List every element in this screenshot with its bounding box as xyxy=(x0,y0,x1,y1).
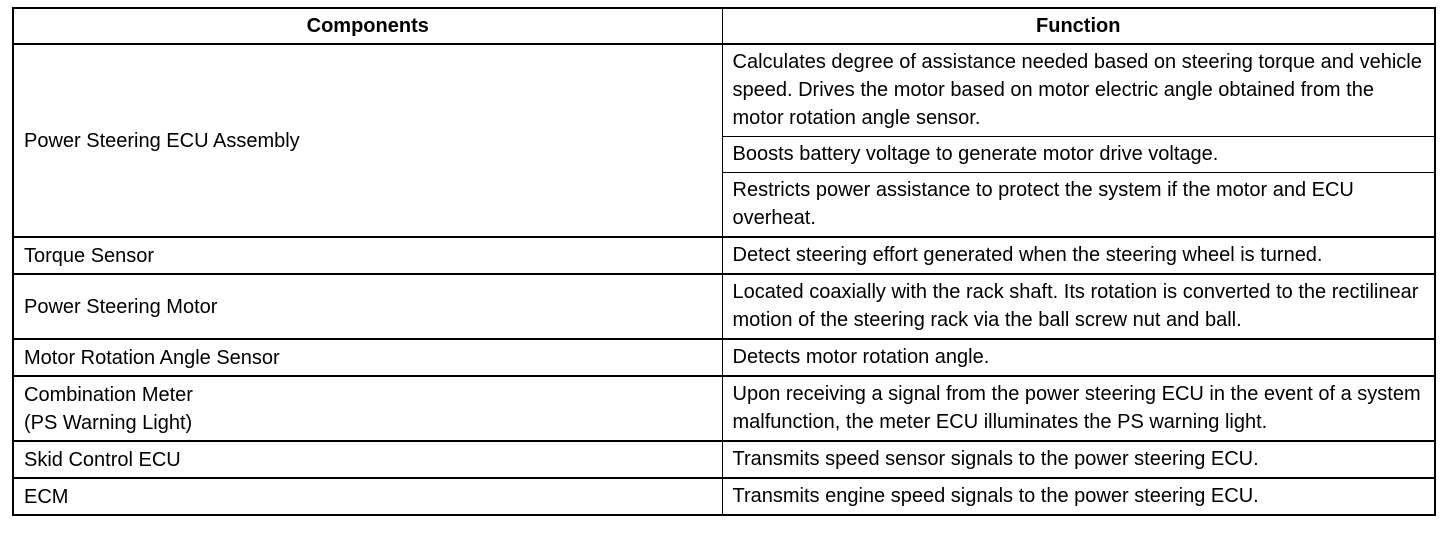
function-cell-ecm: Transmits engine speed signals to the power steering ECU. xyxy=(722,478,1435,515)
table-row xyxy=(13,376,1435,441)
component-line-ps-warning-light: (PS Warning Light) xyxy=(24,411,193,434)
component-line-combination-meter: Combination Meter xyxy=(24,383,193,406)
function-cell-power-steering-motor: Located coaxially with the rack shaft. Its rotation is converted to the rectilinear motion of the steering rack via the ball screw nut and ball. xyxy=(722,274,1435,339)
function-cell-torque-sensor: Detect steering effort generated when the steering wheel is turned. xyxy=(722,237,1435,274)
function-cell-motor-rotation-angle-sensor: Detects motor rotation angle. xyxy=(722,339,1435,376)
component-cell-ecm: ECM xyxy=(13,478,722,515)
function-cell-combination-meter: Upon receiving a signal from the power steering ECU in the event of a system malfunction, the meter ECU illuminates the PS warning light. xyxy=(722,376,1435,441)
component-cell-combination-meter xyxy=(13,376,722,441)
component-cell-torque-sensor: Torque Sensor xyxy=(13,237,722,274)
function-cell-ecu-assistance: Calculates degree of assistance needed based on steering torque and vehicle speed. Drives the motor based on motor electric angle obtained from the motor rotation angle sensor. xyxy=(722,44,1435,137)
table-row xyxy=(13,478,1435,515)
table-header-row xyxy=(13,8,1435,44)
table-row xyxy=(13,44,1435,137)
table-row xyxy=(13,274,1435,339)
table-row xyxy=(13,237,1435,274)
component-cell-skid-control-ecu: Skid Control ECU xyxy=(13,441,722,478)
function-cell-ecu-overheat: Restricts power assistance to protect the system if the motor and ECU overheat. xyxy=(722,173,1435,238)
header-function: Function xyxy=(722,8,1435,44)
table-row xyxy=(13,339,1435,376)
components-function-table xyxy=(12,7,1436,516)
component-cell-motor-rotation-angle-sensor: Motor Rotation Angle Sensor xyxy=(13,339,722,376)
component-cell-power-steering-ecu: Power Steering ECU Assembly xyxy=(13,44,722,237)
table-row xyxy=(13,441,1435,478)
component-cell-power-steering-motor: Power Steering Motor xyxy=(13,274,722,339)
function-cell-ecu-boost: Boosts battery voltage to generate motor drive voltage. xyxy=(722,137,1435,173)
header-components: Components xyxy=(13,8,722,44)
function-cell-skid-control-ecu: Transmits speed sensor signals to the power steering ECU. xyxy=(722,441,1435,478)
